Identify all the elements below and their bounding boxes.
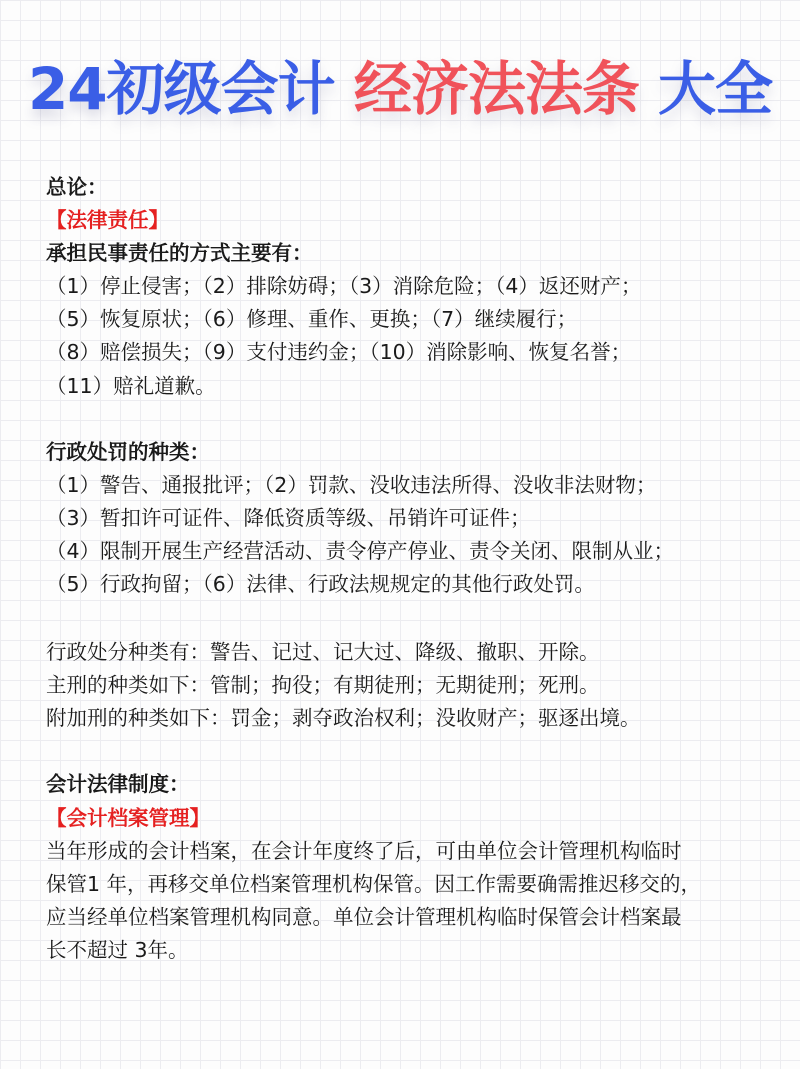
title-part1: 24初级会计	[27, 55, 354, 123]
text-line: （8）赔偿损失；（9）支付违约金；（10）消除影响、恢复名誉；	[46, 340, 632, 365]
document-body	[46, 171, 770, 967]
text-line: （5）行政拘留；（6）法律、行政法规规定的其他行政处罚。	[46, 572, 595, 597]
section-subheading: 行政处罚的种类：	[46, 439, 210, 464]
text-line: 附加刑的种类如下：罚金；剥夺政治权利；没收财产；驱逐出境。	[46, 706, 641, 731]
text-line: （3）暂扣许可证件、降低资质等级、吊销许可证件；	[46, 505, 531, 530]
text-line: 保管1 年，再移交单位档案管理机构保管。因工作需要确需推迟移交的，	[46, 871, 702, 896]
text-line: 长不超过 3年。	[46, 937, 189, 962]
text-line: （11）赔礼道歉。	[46, 373, 216, 398]
section-heading: 会计法律制度：	[46, 772, 190, 797]
section-heading: 总论：	[46, 175, 108, 199]
title-part2: 经济法法条	[353, 55, 639, 123]
text-line: 行政处分种类有：警告、记过、记大过、降级、撤职、开除。	[46, 640, 600, 665]
title-part3: 大全	[638, 55, 773, 123]
text-line: （1）停止侵害；（2）排除妨碍；（3）消除危险；（4）返还财产；	[46, 274, 642, 299]
text-line: （4）限制开展生产经营活动、责令停产停业、责令关闭、限制从业；	[46, 538, 675, 563]
page-title	[0, 42, 800, 126]
text-line: 应当经单位档案管理机构同意。单位会计管理机构临时保管会计档案最	[46, 904, 682, 929]
section-subheading: 承担民事责任的方式主要有：	[46, 241, 313, 266]
section-tag: 【会计档案管理】	[46, 805, 210, 830]
text-line: （5）恢复原状；（6）修理、重作、更换；（7）继续履行；	[46, 307, 578, 332]
section-tag: 【法律责任】	[46, 208, 169, 233]
text-line: （1）警告、通报批评；（2）罚款、没收违法所得、没收非法财物；	[46, 472, 657, 497]
text-line: 当年形成的会计档案，在会计年度终了后，可由单位会计管理机构临时	[46, 838, 682, 863]
text-line: 主刑的种类如下：管制；拘役；有期徒刑；无期徒刑；死刑。	[46, 673, 600, 698]
